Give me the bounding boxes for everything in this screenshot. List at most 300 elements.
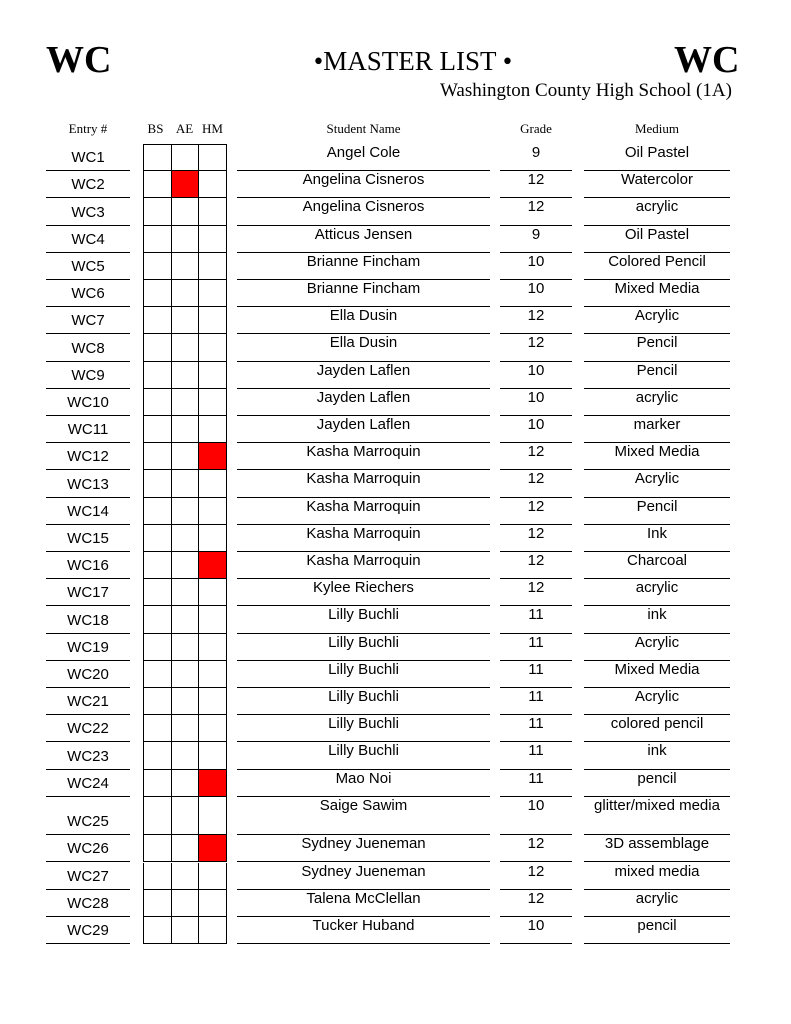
grade-cell xyxy=(500,498,572,525)
student-name-cell xyxy=(237,280,490,307)
entry-number: WC14 xyxy=(67,502,109,520)
medium: ink xyxy=(647,742,667,760)
table-row xyxy=(0,770,791,797)
entry-number-cell xyxy=(46,835,130,862)
grade-cell xyxy=(500,171,572,198)
bs-award-box xyxy=(143,797,171,836)
entry-number: WC29 xyxy=(67,922,109,940)
grade-cell xyxy=(500,835,572,862)
entry-number: WC24 xyxy=(67,774,109,792)
medium-cell xyxy=(584,280,730,307)
student-name-cell xyxy=(237,171,490,198)
entry-number-cell xyxy=(46,579,130,606)
entry-number-cell xyxy=(46,525,130,552)
ae-award-box xyxy=(171,770,198,797)
medium: Mixed Media xyxy=(614,280,700,297)
hm-award-box xyxy=(198,688,227,715)
student-name: Kasha Marroquin xyxy=(306,470,421,488)
grade-cell xyxy=(500,715,572,742)
column-header-ae: AE xyxy=(175,121,194,136)
bs-award-box xyxy=(143,362,171,389)
bs-award-box xyxy=(143,443,171,470)
grade: 11 xyxy=(528,633,544,651)
hm-award-box xyxy=(198,280,227,307)
medium: Mixed Media xyxy=(614,660,700,678)
grade: 12 xyxy=(527,443,545,461)
bs-award-box xyxy=(143,634,171,661)
grade: 12 xyxy=(527,889,545,907)
hm-award-box xyxy=(198,198,227,225)
medium: Colored Pencil xyxy=(608,252,706,270)
student-name-cell xyxy=(237,579,490,606)
student-name: Kasha Marroquin xyxy=(306,443,421,461)
student-name-cell xyxy=(237,498,490,525)
table-row xyxy=(0,688,791,715)
table-row xyxy=(0,634,791,661)
ae-award-box xyxy=(171,579,198,606)
grade-cell xyxy=(500,416,572,443)
bs-award-box xyxy=(143,552,171,579)
entry-number: WC20 xyxy=(67,665,109,683)
medium: ink xyxy=(647,606,667,624)
entry-number: WC10 xyxy=(67,393,109,411)
medium: acrylic xyxy=(635,579,679,597)
student-name-cell xyxy=(237,890,490,917)
table-row xyxy=(0,443,791,470)
medium-cell xyxy=(584,863,730,890)
student-name-cell xyxy=(237,525,490,552)
grade-cell xyxy=(500,389,572,416)
ae-award-box xyxy=(171,144,198,171)
bs-award-box xyxy=(143,389,171,416)
student-name: Kasha Marroquin xyxy=(306,524,421,542)
ae-award-box xyxy=(171,416,198,443)
grade-cell xyxy=(500,863,572,890)
grade-cell xyxy=(500,770,572,797)
student-name: Ella Dusin xyxy=(329,334,398,352)
bs-award-box xyxy=(143,525,171,552)
table-row xyxy=(0,334,791,361)
ae-award-box xyxy=(171,334,198,361)
entry-number-cell xyxy=(46,917,130,944)
column-header-medium: Medium xyxy=(634,121,680,136)
table-row xyxy=(0,307,791,334)
grade-cell xyxy=(500,280,572,307)
grade: 10 xyxy=(527,280,545,297)
student-name: Lilly Buchli xyxy=(328,633,399,651)
bs-award-box xyxy=(143,742,171,769)
column-header-entry: Entry # xyxy=(68,121,108,136)
student-name: Lilly Buchli xyxy=(328,715,399,733)
hm-award-box xyxy=(198,552,227,579)
medium: Acrylic xyxy=(634,307,680,325)
medium: Oil Pastel xyxy=(624,225,690,243)
bs-award-box xyxy=(143,606,171,633)
grade: 12 xyxy=(527,307,545,325)
entry-number-cell xyxy=(46,498,130,525)
entry-number-cell xyxy=(46,770,130,797)
table-row xyxy=(0,171,791,198)
grade-cell xyxy=(500,890,572,917)
medium: marker xyxy=(633,416,681,433)
student-name-cell xyxy=(237,715,490,742)
grade: 10 xyxy=(527,388,545,406)
hm-award-box xyxy=(198,661,227,688)
grade: 10 xyxy=(527,416,545,433)
medium: Ink xyxy=(646,524,667,542)
grade: 11 xyxy=(528,769,544,787)
grade-cell xyxy=(500,334,572,361)
column-header-bs: BS xyxy=(147,121,164,136)
entry-number: WC1 xyxy=(71,149,105,167)
medium: Oil Pastel xyxy=(624,144,690,161)
medium: Mixed Media xyxy=(614,443,700,461)
entry-number: WC9 xyxy=(71,366,105,384)
entry-number-cell xyxy=(46,863,130,890)
entry-number: WC28 xyxy=(67,894,109,912)
entry-number: WC5 xyxy=(71,257,105,275)
ae-award-box xyxy=(171,171,198,198)
student-name-cell xyxy=(237,770,490,797)
hm-award-box xyxy=(198,416,227,443)
hm-award-box xyxy=(198,334,227,361)
table-row xyxy=(0,917,791,944)
bs-award-box xyxy=(143,770,171,797)
ae-award-box xyxy=(171,226,198,253)
bs-award-box xyxy=(143,715,171,742)
hm-award-box xyxy=(198,835,227,862)
medium-cell xyxy=(584,552,730,579)
ae-award-box xyxy=(171,917,198,944)
entry-number-cell xyxy=(46,280,130,307)
hm-award-box xyxy=(198,797,227,836)
medium: colored pencil xyxy=(610,715,704,733)
grade: 10 xyxy=(527,252,545,270)
table-row xyxy=(0,742,791,769)
bs-award-box xyxy=(143,890,171,917)
medium-cell xyxy=(584,797,730,836)
medium-cell xyxy=(584,606,730,633)
medium-cell xyxy=(584,661,730,688)
student-name-cell xyxy=(237,552,490,579)
table-row xyxy=(0,890,791,917)
hm-award-box xyxy=(198,171,227,198)
entry-number-cell xyxy=(46,198,130,225)
entry-number-cell xyxy=(46,253,130,280)
ae-award-box xyxy=(171,552,198,579)
student-name: Angelina Cisneros xyxy=(302,198,425,216)
student-name-cell xyxy=(237,198,490,225)
hm-award-box xyxy=(198,253,227,280)
hm-award-box xyxy=(198,226,227,253)
table-row xyxy=(0,362,791,389)
grade: 12 xyxy=(527,171,545,189)
student-name-cell xyxy=(237,253,490,280)
grade: 12 xyxy=(527,579,545,597)
medium-cell xyxy=(584,917,730,944)
hm-award-box xyxy=(198,443,227,470)
medium-cell xyxy=(584,470,730,497)
table-row xyxy=(0,552,791,579)
column-header-grade: Grade xyxy=(520,121,552,136)
student-name: Tucker Huband xyxy=(312,916,415,934)
bs-award-box xyxy=(143,863,171,890)
hm-award-box xyxy=(198,863,227,890)
bs-award-box xyxy=(143,171,171,198)
table-row xyxy=(0,525,791,552)
grade-cell xyxy=(500,470,572,497)
entry-number: WC23 xyxy=(67,747,109,765)
student-name-cell xyxy=(237,389,490,416)
student-name: Brianne Fincham xyxy=(306,252,421,270)
student-name-cell xyxy=(237,144,490,171)
grade-cell xyxy=(500,797,572,836)
table-row xyxy=(0,498,791,525)
grade-cell xyxy=(500,606,572,633)
hm-award-box xyxy=(198,362,227,389)
student-name-cell xyxy=(237,443,490,470)
table-row xyxy=(0,416,791,443)
medium: Acrylic xyxy=(634,633,680,651)
entry-number-cell xyxy=(46,389,130,416)
grade: 12 xyxy=(527,198,545,216)
bs-award-box xyxy=(143,144,171,171)
entry-number-cell xyxy=(46,144,130,171)
hm-award-box xyxy=(198,742,227,769)
county-code-right: WC xyxy=(674,39,740,81)
student-name: Mao Noi xyxy=(335,769,392,787)
hm-award-box xyxy=(198,307,227,334)
page-title: •MASTER LIST • xyxy=(313,46,513,76)
grade: 12 xyxy=(527,835,545,853)
medium-cell xyxy=(584,443,730,470)
medium-cell xyxy=(584,688,730,715)
ae-award-box xyxy=(171,606,198,633)
entry-number-cell xyxy=(46,715,130,742)
medium-cell xyxy=(584,253,730,280)
entry-number: WC17 xyxy=(67,584,109,602)
medium-cell xyxy=(584,498,730,525)
entry-number-cell xyxy=(46,470,130,497)
entry-number: WC6 xyxy=(71,285,105,303)
ae-award-box xyxy=(171,797,198,836)
hm-award-box xyxy=(198,770,227,797)
table-row xyxy=(0,579,791,606)
student-name: Talena McClellan xyxy=(306,889,421,907)
entry-number: WC18 xyxy=(67,611,109,629)
bs-award-box xyxy=(143,226,171,253)
bs-award-box xyxy=(143,917,171,944)
hm-award-box xyxy=(198,634,227,661)
entry-number: WC2 xyxy=(71,176,105,194)
grade-cell xyxy=(500,661,572,688)
ae-award-box xyxy=(171,890,198,917)
student-name: Kasha Marroquin xyxy=(306,497,421,515)
ae-award-box xyxy=(171,498,198,525)
grade-cell xyxy=(500,362,572,389)
ae-award-box xyxy=(171,198,198,225)
medium-cell xyxy=(584,742,730,769)
grade: 12 xyxy=(527,334,545,352)
entry-number-cell xyxy=(46,416,130,443)
entry-number-cell xyxy=(46,443,130,470)
medium-cell xyxy=(584,770,730,797)
hm-award-box xyxy=(198,389,227,416)
grade: 9 xyxy=(531,144,541,161)
column-header-student-name: Student Name xyxy=(326,121,401,136)
student-name-cell xyxy=(237,226,490,253)
ae-award-box xyxy=(171,525,198,552)
student-name: Ella Dusin xyxy=(329,307,398,325)
student-name-cell xyxy=(237,863,490,890)
grade-cell xyxy=(500,525,572,552)
grade-cell xyxy=(500,688,572,715)
table-row xyxy=(0,198,791,225)
student-name: Sydney Jueneman xyxy=(301,862,426,880)
grade: 11 xyxy=(528,606,544,624)
student-name: Lilly Buchli xyxy=(328,606,399,624)
entry-number: WC11 xyxy=(67,421,109,439)
hm-award-box xyxy=(198,917,227,944)
grade: 12 xyxy=(527,862,545,880)
entry-number-cell xyxy=(46,334,130,361)
student-name-cell xyxy=(237,334,490,361)
student-name: Jayden Laflen xyxy=(316,388,411,406)
grade: 11 xyxy=(528,715,544,733)
ae-award-box xyxy=(171,280,198,307)
ae-award-box xyxy=(171,470,198,497)
table-row xyxy=(0,470,791,497)
hm-award-box xyxy=(198,470,227,497)
bs-award-box xyxy=(143,579,171,606)
grade: 12 xyxy=(527,524,545,542)
grade: 11 xyxy=(528,742,544,760)
student-name: Lilly Buchli xyxy=(328,688,399,705)
medium: Watercolor xyxy=(621,171,693,189)
ae-award-box xyxy=(171,389,198,416)
medium: acrylic xyxy=(635,198,679,216)
bs-award-box xyxy=(143,661,171,688)
table-row xyxy=(0,715,791,742)
ae-award-box xyxy=(171,863,198,890)
student-name-cell xyxy=(237,661,490,688)
medium-cell xyxy=(584,334,730,361)
ae-award-box xyxy=(171,715,198,742)
medium: Acrylic xyxy=(634,470,680,488)
student-name-cell xyxy=(237,416,490,443)
county-code-left: WC xyxy=(46,39,112,81)
entry-number: WC4 xyxy=(71,230,105,248)
grade-cell xyxy=(500,443,572,470)
bs-award-box xyxy=(143,688,171,715)
entry-number-cell xyxy=(46,606,130,633)
entry-number: WC8 xyxy=(71,339,105,357)
medium-cell xyxy=(584,634,730,661)
student-name-cell xyxy=(237,688,490,715)
student-name: Kasha Marroquin xyxy=(306,552,421,569)
hm-award-box xyxy=(198,498,227,525)
grade-cell xyxy=(500,742,572,769)
grade: 12 xyxy=(527,470,545,488)
entry-number-cell xyxy=(46,797,130,836)
entry-number: WC7 xyxy=(71,312,105,330)
grade-cell xyxy=(500,226,572,253)
medium: pencil xyxy=(637,769,677,787)
hm-award-box xyxy=(198,579,227,606)
hm-award-box xyxy=(198,144,227,171)
ae-award-box xyxy=(171,688,198,715)
ae-award-box xyxy=(171,307,198,334)
entry-number-cell xyxy=(46,688,130,715)
grade-cell xyxy=(500,552,572,579)
entry-number-cell xyxy=(46,742,130,769)
grade: 10 xyxy=(527,916,545,934)
table-row xyxy=(0,389,791,416)
student-name-cell xyxy=(237,835,490,862)
entry-number: WC12 xyxy=(67,448,109,466)
entry-number: WC27 xyxy=(67,867,109,885)
medium: 3D assemblage xyxy=(604,835,710,853)
student-name: Brianne Fincham xyxy=(306,280,421,297)
grade-cell xyxy=(500,144,572,171)
hm-award-box xyxy=(198,715,227,742)
student-name-cell xyxy=(237,634,490,661)
medium-cell xyxy=(584,171,730,198)
student-name-cell xyxy=(237,742,490,769)
medium: acrylic xyxy=(635,889,679,907)
entry-number: WC26 xyxy=(67,840,109,858)
student-name: Atticus Jensen xyxy=(314,225,413,243)
grade: 10 xyxy=(527,361,545,379)
entry-number-cell xyxy=(46,171,130,198)
grade: 11 xyxy=(528,688,544,705)
entry-number-cell xyxy=(46,634,130,661)
bs-award-box xyxy=(143,835,171,862)
school-name: Washington County High School (1A) xyxy=(440,80,732,101)
bs-award-box xyxy=(143,198,171,225)
entry-number: WC13 xyxy=(67,475,109,493)
ae-award-box xyxy=(171,253,198,280)
student-name: Jayden Laflen xyxy=(316,416,411,433)
bs-award-box xyxy=(143,307,171,334)
table-row xyxy=(0,863,791,890)
student-name-cell xyxy=(237,362,490,389)
hm-award-box xyxy=(198,890,227,917)
ae-award-box xyxy=(171,362,198,389)
entry-number-cell xyxy=(46,552,130,579)
student-name-cell xyxy=(237,470,490,497)
entry-number-cell xyxy=(46,890,130,917)
table-row xyxy=(0,280,791,307)
entry-number-cell xyxy=(46,226,130,253)
entry-number: WC19 xyxy=(67,638,109,656)
entry-number-cell xyxy=(46,661,130,688)
entry-number: WC16 xyxy=(67,557,109,575)
grade-cell xyxy=(500,253,572,280)
medium-cell xyxy=(584,307,730,334)
bs-award-box xyxy=(143,470,171,497)
grade-cell xyxy=(500,198,572,225)
student-name: Sydney Jueneman xyxy=(301,835,426,853)
student-name: Angel Cole xyxy=(326,144,401,161)
bs-award-box xyxy=(143,253,171,280)
grade: 11 xyxy=(528,660,544,678)
medium-cell xyxy=(584,579,730,606)
medium: Pencil xyxy=(636,334,678,352)
hm-award-box xyxy=(198,606,227,633)
medium: pencil xyxy=(637,916,677,934)
bs-award-box xyxy=(143,498,171,525)
